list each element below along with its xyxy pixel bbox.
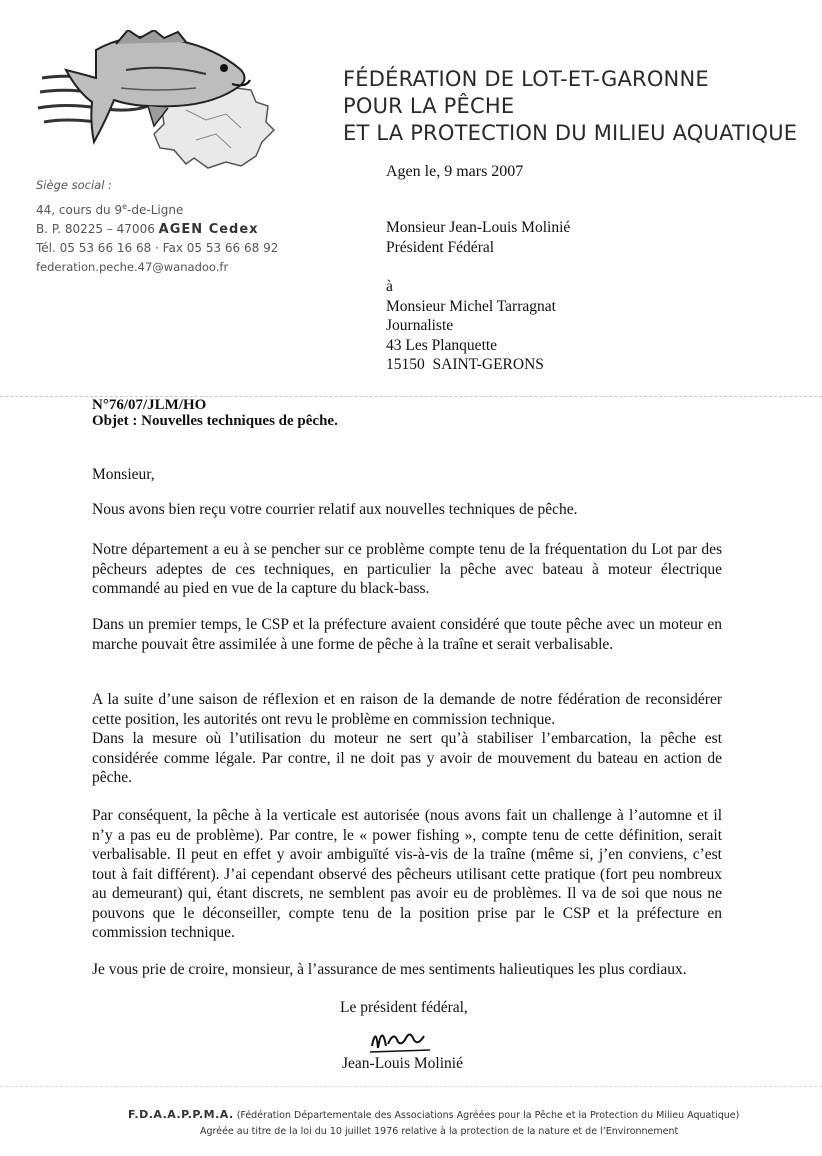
- sender-block: [386, 218, 570, 258]
- subject-line: Objet : Nouvelles techniques de pêche.: [92, 413, 338, 429]
- body-paragraph: Je vous prie de croire, monsieur, à l’assurance de mes sentiments halieutiques les plus cordiaux.: [92, 961, 687, 978]
- footer-acronym: F.D.A.A.P.P.M.A.: [128, 1108, 234, 1121]
- salutation: Monsieur,: [92, 466, 155, 483]
- body-paragraph: A la suite d’une saison de réflexion et en raison de la demande de notre fédération de reconsidérer cette position, les autorités ont revu le problème en commission technique.: [92, 691, 722, 728]
- recipient-block: [386, 277, 556, 375]
- footer-line: [128, 1108, 739, 1121]
- signature-icon: [366, 1016, 446, 1056]
- city-label: AGEN Cedex: [158, 222, 259, 237]
- head-office-block: [36, 176, 326, 277]
- closing-title: Le président fédéral,: [340, 999, 468, 1016]
- fish-map-logo-icon: [36, 30, 306, 180]
- reference-number: N°76/07/JLM/HO: [92, 397, 207, 413]
- fold-line: [0, 1086, 822, 1087]
- recipient-job: Journaliste: [386, 317, 454, 334]
- body-paragraph: Par conséquent, la pêche à la verticale est autorisée (nous avons fait un challenge à l’automne et il n’y a pas eu de problème). Par contre, le « power fishing », compte tenu de cette définition, serait verbalisable. Il peut en effet y avoir ambiguïté vis-à-vis de la traîne (même si, j’en conviens, c’est tout à fait différent). J’ai cependant observé des pêcheurs utilisant cette pratique (fort peu nombreux au demeurant) qui, étant discrets, ne semblent pas avoir eu de problèmes. Il va de soi que nous ne pouvons que le déconseiller, compte tenu de la position prise par le CSP et la préfecture en commission technique.: [92, 807, 722, 941]
- body-paragraph: Dans un premier temps, le CSP et la préfecture avaient considéré que toute pêche avec un moteur en marche pouvait être assimilée à une forme de pêche à la traîne et serait verbalisable.: [92, 616, 722, 653]
- letter-date: Agen le, 9 mars 2007: [386, 163, 524, 180]
- org-name-line3: ET LA PROTECTION DU MILIEU AQUATIQUE: [343, 121, 798, 145]
- phone-fax-line: Tél. 05 53 66 16 68 · Fax 05 53 66 68 92: [36, 241, 279, 255]
- footer-approval: Agréée au titre de la loi du 10 juillet 1976 relative à la protection de la nature et de l’Environnement: [200, 1126, 679, 1137]
- email-address: federation.peche.47@wanadoo.fr: [36, 260, 229, 274]
- sender-name: Monsieur Jean-Louis Molinié: [386, 219, 571, 236]
- address-line: 44, cours du 9e-de-Ligne: [36, 202, 184, 217]
- sender-title: Président Fédéral: [386, 239, 495, 256]
- footer-acronym-expansion: (Fédération Départementale des Associations Agréées pour la Pêche et la Protection du Milieu Aquatique): [236, 1110, 740, 1121]
- postal-box-line: B. P. 80225 – 47006 AGEN Cedex: [36, 222, 259, 237]
- body-paragraph: Dans la mesure où l’utilisation du moteur ne sert qu’à stabiliser l’embarcation, la pêche est considérée comme légale. Par contre, il ne doit pas y avoir de mouvement du bateau en action de pêche.: [92, 730, 722, 786]
- body-paragraph: Notre département a eu à se pencher sur ce problème compte tenu de la fréquentation du Lot par des pêcheurs adeptes de ces techniques, en particulier la pêche avec bateau à moteur électrique commandé au pied en vue de la capture du black-bass.: [92, 541, 722, 597]
- recipient-street: 43 Les Planquette: [386, 336, 498, 354]
- body-paragraph: Nous avons bien reçu votre courrier relatif aux nouvelles techniques de pêche.: [92, 501, 578, 518]
- to-word: à: [386, 278, 393, 295]
- letterhead-title: [343, 66, 797, 147]
- recipient-city: 15150 SAINT-GERONS: [386, 356, 544, 373]
- federation-logo: [36, 30, 306, 180]
- signature-name: Jean-Louis Molinié: [342, 1055, 463, 1072]
- handwritten-signature: [366, 1016, 446, 1056]
- org-name-line2: POUR LA PÊCHE: [343, 94, 515, 118]
- recipient-name: Monsieur Michel Tarragnat: [386, 297, 556, 315]
- org-name-line1: FÉDÉRATION DE LOT-ET-GARONNE: [343, 67, 709, 91]
- head-office-label: Siège social :: [36, 178, 112, 192]
